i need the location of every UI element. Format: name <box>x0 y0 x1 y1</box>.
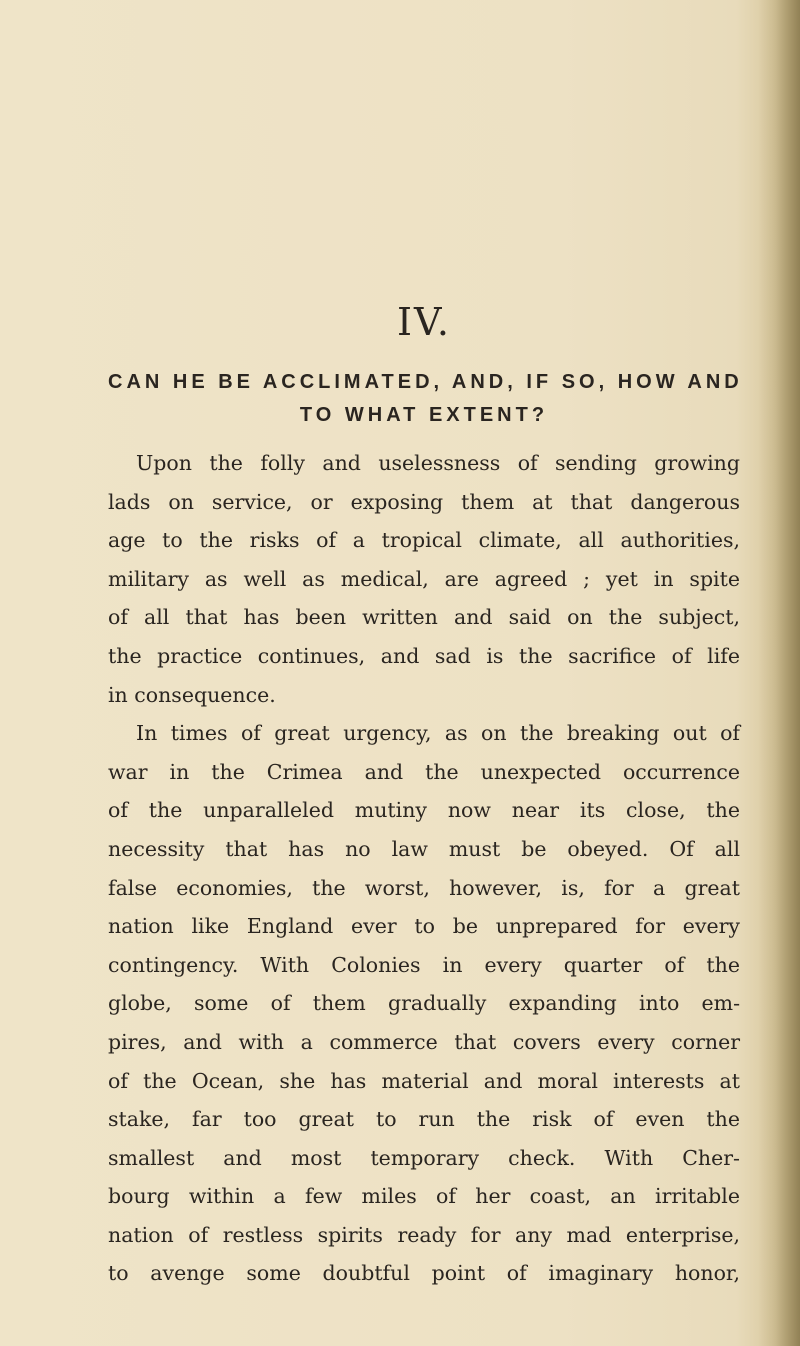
page-edge-shadow <box>758 0 800 1346</box>
chapter-title-line: TO WHAT EXTENT? <box>299 404 549 426</box>
text-line: In times of great urgency, as on the breaking out of <box>136 721 740 746</box>
chapter-title-line: CAN HE BE ACCLIMATED, AND, IF SO, HOW AND <box>108 371 743 393</box>
text-line: contingency. With Colonies in every quarter of the <box>108 952 740 977</box>
text-line: of the Ocean, she has material and moral interests at <box>108 1068 740 1093</box>
chapter-number: IV. <box>397 300 451 344</box>
paragraph <box>108 444 740 714</box>
text-line: military as well as medical, are agreed ; yet in spite <box>108 566 740 591</box>
text-line: in consequence. <box>108 682 276 707</box>
text-line: nation of restless spirits ready for any mad enterprise, <box>108 1222 740 1247</box>
text-line: nation like England ever to be unprepared for every <box>108 914 740 939</box>
text-line: age to the risks of a tropical climate, all authorities, <box>108 528 740 553</box>
page-content <box>108 300 743 1293</box>
text-line: smallest and most temporary check. With Cher- <box>108 1145 740 1170</box>
text-line: war in the Crimea and the unexpected occurrence <box>108 759 740 784</box>
text-line: of the unparalleled mutiny now near its close, the <box>108 798 740 823</box>
text-line: to avenge some doubtful point of imaginary honor, <box>108 1261 740 1286</box>
text-line: false economies, the worst, however, is, for a great <box>108 875 740 900</box>
text-line: the practice continues, and sad is the sacrifice of life <box>108 643 740 668</box>
text-line: of all that has been written and said on the subject, <box>108 605 740 630</box>
text-line: lads on service, or exposing them at that dangerous <box>108 489 740 514</box>
text-line: pires, and with a commerce that covers every corner <box>108 1029 740 1054</box>
text-line: Upon the folly and uselessness of sending growing <box>136 451 740 475</box>
chapter-title <box>108 366 743 432</box>
text-line: stake, far too great to run the risk of even the <box>108 1107 740 1132</box>
text-line: bourg within a few miles of her coast, an irritable <box>108 1184 740 1209</box>
text-line: necessity that has no law must be obeyed. Of all <box>108 836 740 861</box>
text-line: globe, some of them gradually expanding into em- <box>108 991 740 1016</box>
paragraph <box>108 714 740 1293</box>
